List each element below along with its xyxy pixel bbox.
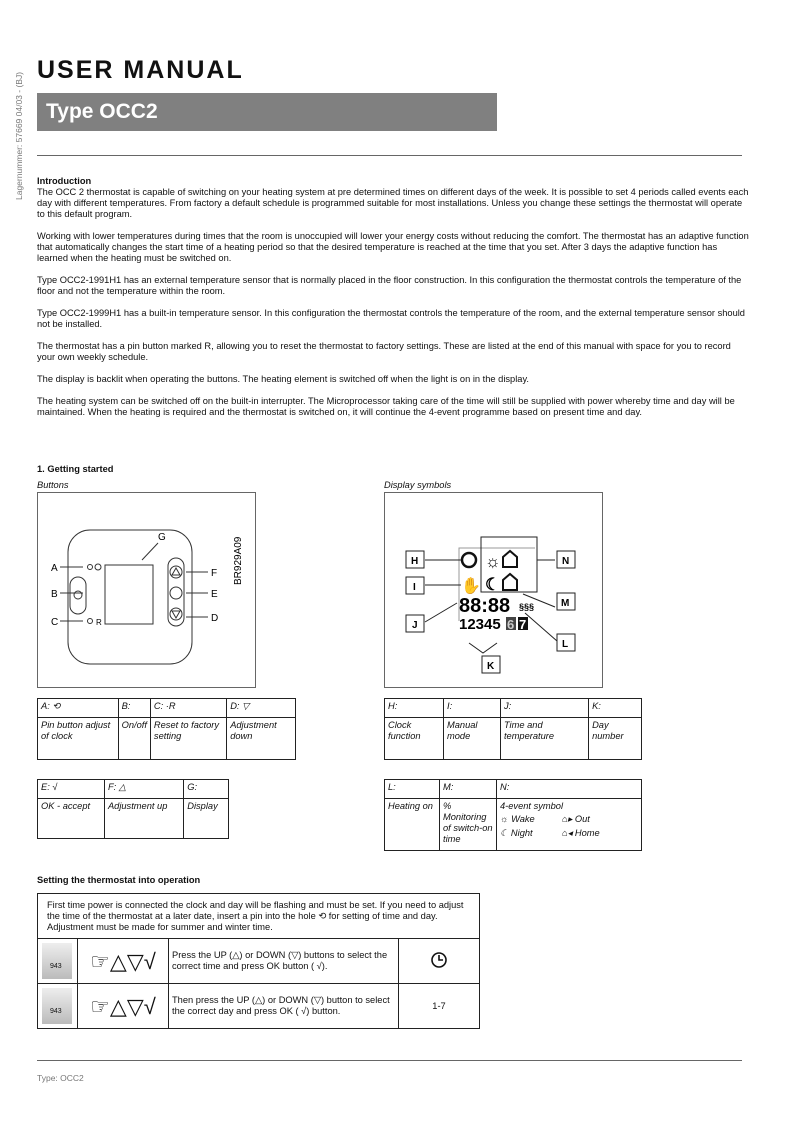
buttons-table-2	[37, 779, 229, 839]
table-head: L:	[385, 780, 440, 799]
display-symbols-diagram	[384, 492, 603, 688]
paragraph: Type OCC2-1999H1 has a built-in temperature sensor. In this configuration the thermostat controls the temperature of the room, and the external temperature sensor should not be installed.	[37, 308, 745, 329]
operation-heading: Setting the thermostat into operation	[37, 875, 201, 885]
event-symbol-title: 4-event symbol	[500, 801, 564, 811]
paragraph: Type OCC2-1991H1 has an external temperature sensor that is normally placed in the floor construction. In this configuration the thermostat controls the temperature of the floor and not the temperature within the room.	[37, 275, 742, 296]
table-head: J:	[500, 699, 588, 718]
table-cell: Day number	[589, 718, 642, 760]
label-c: C	[51, 617, 59, 628]
event-out: Out	[574, 814, 590, 824]
section-heading: 1. Getting started	[37, 464, 114, 474]
table-head: F: △	[104, 780, 183, 799]
diagram-code: BR929A09	[233, 536, 244, 585]
footer: Type: OCC2	[37, 1073, 84, 1083]
operation-intro: First time power is connected the clock and day will be flashing and must be set. If you need to adjust the time of the thermostat at a later date, insert a pin into the hole ⟲ for setting of time and day. Adjustment must be made for summer and winter time.	[38, 894, 480, 939]
label-f: F	[211, 568, 218, 579]
sun-icon: ☼	[485, 552, 501, 571]
display-digits: 88:88	[459, 595, 511, 617]
event-home: Home	[574, 828, 600, 838]
table-cell: On/off	[118, 718, 150, 760]
divider	[37, 155, 742, 156]
table-cell: Pin button adjust of clock	[38, 718, 119, 760]
button-sequence: ☞△▽√	[78, 984, 169, 1029]
paragraph: The heating system can be switched off on the built-in interrupter. The Microprocessor taking care of the time will still be supplied with power whereby time and day will be maintained. When the heating is required and the thermostat is switched on, it will continue the 4-event programme based on present time and day.	[37, 396, 735, 417]
subtitle-band	[37, 93, 497, 131]
paragraph: The thermostat has a pin button marked R, allowing you to reset the thermostat to factory settings. These are listed at the end of this manual with space for you to record your own weekly schedule.	[37, 341, 731, 362]
paragraph: Working with lower temperatures during times that the room is unoccupied will lower your energy costs without reducing the comfort. The thermostat has an adaptive function that automatically changes the start time of a heating period so that the desired temperature is reached at the time that you set. After 3 days the adaptive function has learned when the heating must be switched on.	[37, 231, 749, 263]
display-caption: Display symbols	[384, 480, 452, 490]
lcd-thumbnail: 943	[42, 988, 72, 1024]
buttons-diagram	[37, 492, 256, 688]
table-cell: Display	[184, 799, 229, 839]
table-head: K:	[589, 699, 642, 718]
paragraph: The OCC 2 thermostat is capable of switching on your heating system at pre determined times on different days of the week. It is possible to set 4 periods called events each day with different temperatures. From factory a default schedule is programmed suitable for most installations. Unless you change these settings the thermostat will operate to this default program.	[37, 187, 749, 219]
label-n: N	[562, 556, 570, 567]
table-head: C: ·R	[150, 699, 226, 718]
table-cell: Clock function	[385, 718, 444, 760]
display-table-1	[384, 698, 642, 760]
table-head: I:	[444, 699, 501, 718]
svg-text:7: 7	[519, 617, 527, 632]
table-cell: Manual mode	[444, 718, 501, 760]
table-cell: OK - accept	[38, 799, 105, 839]
table-head: B:	[118, 699, 150, 718]
table-head: A: ⟲	[38, 699, 119, 718]
label-b: B	[51, 589, 58, 600]
label-j: J	[412, 620, 418, 631]
display-table-2	[384, 779, 642, 851]
hand-icon: ✋	[461, 578, 481, 595]
instruction-text: Press the UP (△) or DOWN (▽) buttons to select the correct time and press OK button ( √).	[169, 939, 399, 984]
operation-table	[37, 893, 480, 1029]
day-range: 1-7	[399, 984, 480, 1029]
svg-text:§§§: §§§	[519, 602, 535, 612]
table-cell: 4-event symbol ☼ Wake ⌂▸ Out ☾ Night ⌂◂ Home	[497, 799, 642, 851]
table-head: D: ▽	[227, 699, 296, 718]
table-cell: Time and temperature	[500, 718, 588, 760]
event-wake: Wake	[511, 814, 535, 824]
table-head: M:	[440, 780, 497, 799]
label-h: H	[411, 556, 419, 567]
instruction-text: Then press the UP (△) or DOWN (▽) button to select the correct day and press OK ( √) button.	[169, 984, 399, 1029]
table-head: E: √	[38, 780, 105, 799]
table-cell: Reset to factory setting	[150, 718, 226, 760]
label-i: I	[413, 582, 416, 593]
side-label: Lagernummer: 57669 04/03 - (BJ)	[14, 71, 24, 200]
label-d: D	[211, 613, 219, 624]
clock-icon	[399, 939, 480, 984]
lcd-thumbnail: 943	[42, 943, 72, 979]
table-head: G:	[184, 780, 229, 799]
intro-heading: Introduction	[37, 176, 92, 186]
buttons-caption: Buttons	[37, 480, 69, 490]
page-title: USER MANUAL	[37, 56, 244, 84]
event-night: Night	[510, 828, 533, 838]
moon-icon: ☾	[485, 575, 501, 594]
day-digits: 12345	[459, 616, 501, 633]
footer-divider	[37, 1060, 742, 1061]
intro-section	[37, 176, 749, 429]
label-e: E	[211, 589, 218, 600]
buttons-table-1	[37, 698, 296, 760]
label-a: A	[51, 563, 58, 574]
paragraph: The display is backlit when operating the buttons. The heating element is switched off when the light is on in the display.	[37, 374, 529, 384]
table-cell: Adjustment down	[227, 718, 296, 760]
label-m: M	[561, 598, 570, 609]
label-g: G	[158, 532, 166, 543]
button-sequence: ☞△▽√	[78, 939, 169, 984]
table-cell: Heating on	[385, 799, 440, 851]
table-head: H:	[385, 699, 444, 718]
label-k: K	[487, 661, 495, 672]
table-head: N:	[497, 780, 642, 799]
subtitle: Type OCC2	[46, 100, 158, 123]
reset-mark: R	[96, 618, 102, 627]
svg-text:6: 6	[507, 617, 515, 632]
table-cell: Adjustment up	[104, 799, 183, 839]
table-cell: % Monitoring of switch-on time	[440, 799, 497, 851]
label-l: L	[562, 639, 569, 650]
